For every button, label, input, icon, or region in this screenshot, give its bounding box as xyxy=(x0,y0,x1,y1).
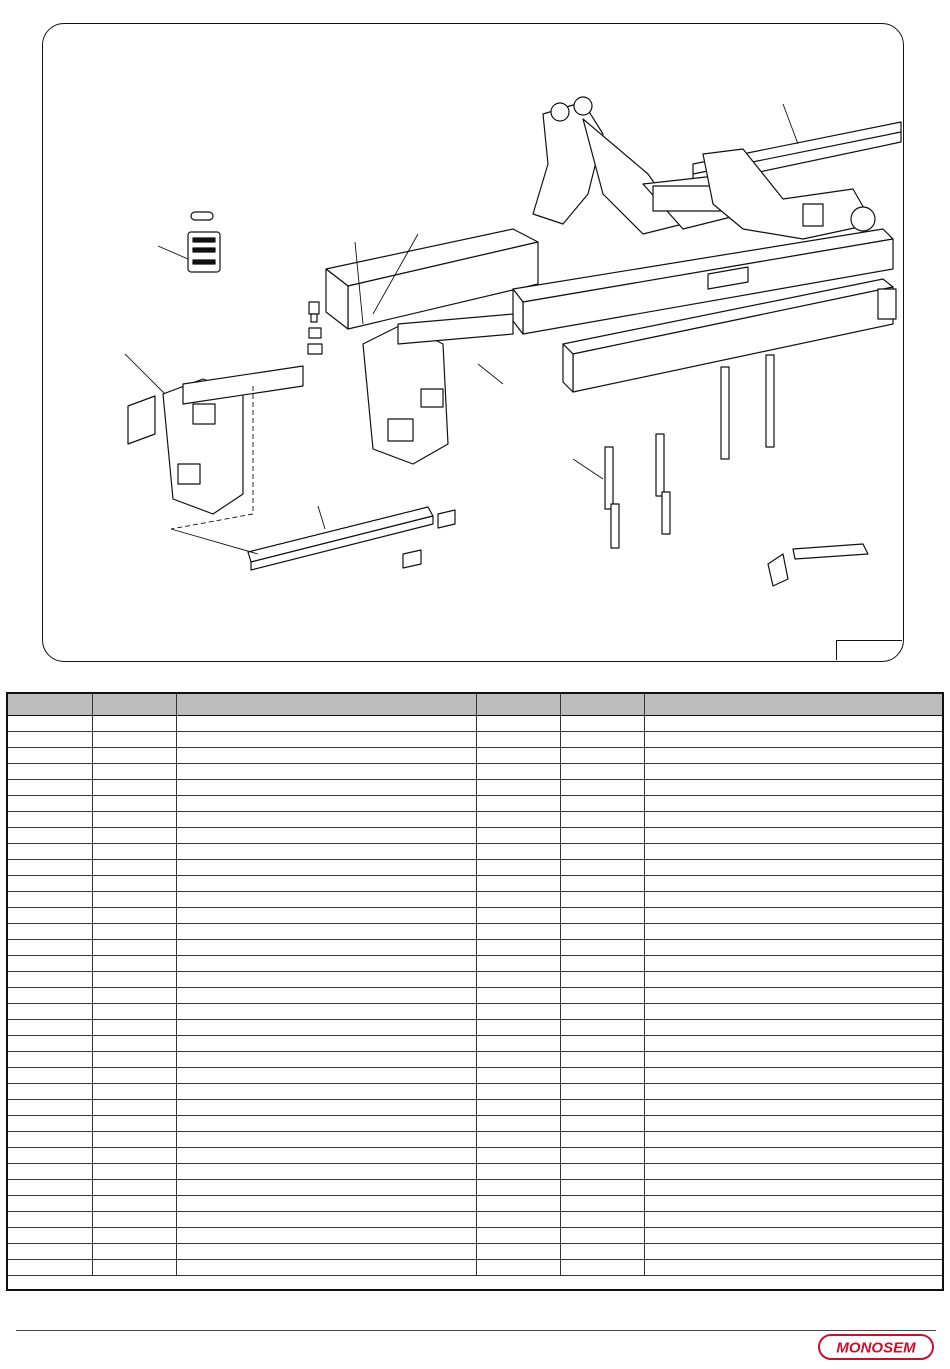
table-cell xyxy=(476,1228,560,1244)
table-cell xyxy=(476,1260,560,1276)
table-cell xyxy=(560,1004,644,1020)
table-cell xyxy=(92,860,176,876)
table-cell xyxy=(92,956,176,972)
svg-text:MONOSEM: MONOSEM xyxy=(836,1339,916,1357)
table-cell xyxy=(92,924,176,940)
table-cell xyxy=(92,1084,176,1100)
table-cell xyxy=(476,780,560,796)
column-header xyxy=(644,694,942,716)
table-cell xyxy=(560,1244,644,1260)
table-row xyxy=(8,844,942,860)
table-cell xyxy=(476,796,560,812)
table-cell xyxy=(176,1244,476,1260)
table-cell xyxy=(92,1004,176,1020)
table-cell xyxy=(476,924,560,940)
vertical-legs xyxy=(605,355,774,548)
table-cell xyxy=(644,1004,942,1020)
table-cell xyxy=(476,748,560,764)
table-cell xyxy=(560,812,644,828)
table-cell xyxy=(476,1148,560,1164)
table-cell xyxy=(8,1244,92,1260)
table-cell xyxy=(8,876,92,892)
table-cell xyxy=(176,908,476,924)
table-cell xyxy=(644,972,942,988)
table-cell xyxy=(560,940,644,956)
table-cell xyxy=(176,1132,476,1148)
table-cell xyxy=(176,988,476,1004)
table-row xyxy=(8,1116,942,1132)
table-cell xyxy=(644,732,942,748)
table-row xyxy=(8,732,942,748)
table-cell xyxy=(560,764,644,780)
table-cell xyxy=(560,1100,644,1116)
table-cell xyxy=(560,860,644,876)
table-cell xyxy=(560,748,644,764)
table-cell xyxy=(476,1180,560,1196)
table-row xyxy=(8,1196,942,1212)
table-cell xyxy=(176,812,476,828)
table-cell xyxy=(176,1020,476,1036)
table-cell xyxy=(560,828,644,844)
table-cell xyxy=(176,828,476,844)
table-cell xyxy=(92,1052,176,1068)
table-cell xyxy=(8,988,92,1004)
column-header xyxy=(8,694,92,716)
table-cell xyxy=(92,1196,176,1212)
footer-divider xyxy=(16,1330,936,1331)
table-cell xyxy=(176,956,476,972)
table-cell xyxy=(8,748,92,764)
table-cell xyxy=(644,764,942,780)
table-cell xyxy=(644,716,942,732)
table-cell xyxy=(644,1132,942,1148)
table-cell xyxy=(8,956,92,972)
parts-list-table xyxy=(6,692,944,1291)
table-row xyxy=(8,1132,942,1148)
table-row xyxy=(8,1228,942,1244)
table-row xyxy=(8,748,942,764)
table-cell xyxy=(8,1100,92,1116)
table-row xyxy=(8,1068,942,1084)
table-cell xyxy=(476,764,560,780)
table-cell xyxy=(92,812,176,828)
table-cell xyxy=(644,1116,942,1132)
table-cell xyxy=(644,1084,942,1100)
table-cell xyxy=(92,764,176,780)
table-cell xyxy=(560,1068,644,1084)
table-cell xyxy=(176,1116,476,1132)
table-cell xyxy=(176,876,476,892)
table-cell xyxy=(476,1244,560,1260)
table-cell xyxy=(176,796,476,812)
table-cell xyxy=(92,716,176,732)
table-cell xyxy=(8,1260,92,1276)
table-cell xyxy=(476,940,560,956)
table-cell xyxy=(560,844,644,860)
support-bracket xyxy=(768,544,868,586)
table-cell xyxy=(92,1116,176,1132)
table-cell xyxy=(644,1228,942,1244)
table-cell xyxy=(8,1084,92,1100)
table-cell xyxy=(92,1244,176,1260)
table-row xyxy=(8,1180,942,1196)
table-row xyxy=(8,796,942,812)
table-cell xyxy=(644,1164,942,1180)
table-cell xyxy=(476,812,560,828)
monosem-logo xyxy=(818,1334,934,1360)
table-row xyxy=(8,956,942,972)
table-cell xyxy=(8,1132,92,1148)
table-row xyxy=(8,1036,942,1052)
table-cell xyxy=(176,1148,476,1164)
table-row xyxy=(8,1260,942,1276)
table-cell xyxy=(8,1020,92,1036)
table-cell xyxy=(92,1148,176,1164)
table-cell xyxy=(644,1196,942,1212)
column-header xyxy=(176,694,476,716)
table-cell xyxy=(560,1020,644,1036)
table-cell xyxy=(176,1260,476,1276)
table-cell xyxy=(644,748,942,764)
table-cell xyxy=(176,1180,476,1196)
table-cell xyxy=(560,732,644,748)
table-cell xyxy=(92,1228,176,1244)
table-cell xyxy=(176,1100,476,1116)
table-row xyxy=(8,716,942,732)
table-cell xyxy=(176,732,476,748)
table-cell xyxy=(8,972,92,988)
table-cell xyxy=(92,892,176,908)
table-row xyxy=(8,924,942,940)
table-cell xyxy=(644,892,942,908)
table-cell xyxy=(8,1148,92,1164)
table-cell xyxy=(560,988,644,1004)
table-cell xyxy=(8,1116,92,1132)
table-cell xyxy=(476,716,560,732)
table-header-row xyxy=(8,694,942,716)
table-cell xyxy=(476,972,560,988)
table-cell xyxy=(176,1228,476,1244)
table-cell xyxy=(644,1052,942,1068)
table-cell xyxy=(476,1036,560,1052)
table-cell xyxy=(644,1260,942,1276)
table-cell xyxy=(476,828,560,844)
table-cell xyxy=(92,1036,176,1052)
table-cell xyxy=(560,1228,644,1244)
table-row xyxy=(8,1148,942,1164)
table-cell xyxy=(560,892,644,908)
table-cell xyxy=(8,1228,92,1244)
table-cell xyxy=(176,860,476,876)
table-cell xyxy=(8,908,92,924)
table-cell xyxy=(560,1036,644,1052)
table-cell xyxy=(476,1068,560,1084)
table-cell xyxy=(644,844,942,860)
table-cell xyxy=(176,940,476,956)
table-cell xyxy=(476,844,560,860)
table-cell xyxy=(644,780,942,796)
table-cell xyxy=(92,1260,176,1276)
table-cell xyxy=(176,972,476,988)
table-cell xyxy=(644,860,942,876)
table-cell xyxy=(176,1164,476,1180)
table-cell xyxy=(92,1132,176,1148)
table-cell xyxy=(8,1068,92,1084)
table-row xyxy=(8,892,942,908)
table-row xyxy=(8,1052,942,1068)
table-cell xyxy=(8,716,92,732)
table-cell xyxy=(92,748,176,764)
table-cell xyxy=(176,1068,476,1084)
table-cell xyxy=(8,764,92,780)
table-cell xyxy=(644,1244,942,1260)
table-cell xyxy=(560,908,644,924)
table-cell xyxy=(644,956,942,972)
table-cell xyxy=(8,828,92,844)
exploded-view-diagram xyxy=(42,23,904,662)
table-cell xyxy=(8,1212,92,1228)
table-cell xyxy=(176,716,476,732)
table-cell xyxy=(92,844,176,860)
table-cell xyxy=(476,1212,560,1228)
table-cell xyxy=(560,1148,644,1164)
table-cell xyxy=(560,1132,644,1148)
table-cell xyxy=(644,908,942,924)
table-cell xyxy=(644,1148,942,1164)
table-cell xyxy=(644,796,942,812)
table-cell xyxy=(560,780,644,796)
table-cell xyxy=(176,1036,476,1052)
table-cell xyxy=(560,1260,644,1276)
table-cell xyxy=(476,1004,560,1020)
table-cell xyxy=(176,764,476,780)
table-cell xyxy=(8,844,92,860)
table-cell xyxy=(92,1020,176,1036)
reference-label-box xyxy=(836,640,902,660)
table-cell xyxy=(644,1020,942,1036)
table-cell xyxy=(644,812,942,828)
table-cell xyxy=(176,748,476,764)
table-cell xyxy=(476,1116,560,1132)
table-cell xyxy=(8,1196,92,1212)
table-cell xyxy=(176,1196,476,1212)
table-cell xyxy=(476,732,560,748)
table-cell xyxy=(176,892,476,908)
table-cell xyxy=(8,940,92,956)
table-cell xyxy=(476,876,560,892)
table-cell xyxy=(176,924,476,940)
table-cell xyxy=(476,1132,560,1148)
table-cell xyxy=(644,940,942,956)
table-cell xyxy=(8,1164,92,1180)
table-cell xyxy=(8,860,92,876)
table-cell xyxy=(476,1020,560,1036)
table-cell xyxy=(176,1084,476,1100)
table-cell xyxy=(476,908,560,924)
table-cell xyxy=(92,1212,176,1228)
table-row xyxy=(8,1020,942,1036)
table-cell xyxy=(476,1164,560,1180)
table-cell xyxy=(476,1100,560,1116)
table-row xyxy=(8,860,942,876)
table-row xyxy=(8,1164,942,1180)
table-cell xyxy=(92,1164,176,1180)
table-body xyxy=(8,716,942,1276)
table-cell xyxy=(560,876,644,892)
table-cell xyxy=(476,892,560,908)
table-cell xyxy=(92,796,176,812)
table-cell xyxy=(644,1100,942,1116)
table-cell xyxy=(560,796,644,812)
table-cell xyxy=(644,1212,942,1228)
bolt-stack xyxy=(308,302,322,354)
table-cell xyxy=(176,844,476,860)
table-row xyxy=(8,1084,942,1100)
table-cell xyxy=(560,716,644,732)
table-cell xyxy=(8,924,92,940)
table-row xyxy=(8,972,942,988)
table-cell xyxy=(560,1196,644,1212)
table-cell xyxy=(8,780,92,796)
table-cell xyxy=(176,1004,476,1020)
table-cell xyxy=(92,972,176,988)
table-cell xyxy=(92,1180,176,1196)
table-cell xyxy=(176,1052,476,1068)
column-header xyxy=(476,694,560,716)
table-row xyxy=(8,780,942,796)
table-cell xyxy=(476,988,560,1004)
table-cell xyxy=(560,1084,644,1100)
table-row xyxy=(8,1100,942,1116)
decal-plate xyxy=(188,212,220,272)
left-clamp-bracket xyxy=(163,366,303,514)
table-cell xyxy=(560,1116,644,1132)
table-row xyxy=(8,940,942,956)
table-cell xyxy=(8,796,92,812)
column-header xyxy=(560,694,644,716)
table-cell xyxy=(92,908,176,924)
table-cell xyxy=(644,924,942,940)
table-cell xyxy=(476,956,560,972)
table-cell xyxy=(560,1164,644,1180)
table-cell xyxy=(8,812,92,828)
table-row xyxy=(8,812,942,828)
table-cell xyxy=(560,972,644,988)
table-cell xyxy=(644,988,942,1004)
table-cell xyxy=(560,1052,644,1068)
table-cell xyxy=(644,1036,942,1052)
table-row xyxy=(8,828,942,844)
table-row xyxy=(8,1212,942,1228)
table-cell xyxy=(92,1100,176,1116)
table-row xyxy=(8,908,942,924)
table-cell xyxy=(176,1212,476,1228)
table-cell xyxy=(176,780,476,796)
table-cell xyxy=(476,1052,560,1068)
table-cell xyxy=(8,1052,92,1068)
table-cell xyxy=(8,1036,92,1052)
table-cell xyxy=(92,828,176,844)
table-cell xyxy=(560,1180,644,1196)
table-cell xyxy=(560,956,644,972)
table-cell xyxy=(92,732,176,748)
table-row xyxy=(8,1004,942,1020)
table-cell xyxy=(476,1084,560,1100)
table-cell xyxy=(644,828,942,844)
table-cell xyxy=(92,940,176,956)
table-cell xyxy=(8,1180,92,1196)
table-cell xyxy=(8,892,92,908)
table-cell xyxy=(476,860,560,876)
table-cell xyxy=(92,876,176,892)
table-cell xyxy=(560,924,644,940)
table-cell xyxy=(476,1196,560,1212)
table-row xyxy=(8,988,942,1004)
table-cell xyxy=(92,780,176,796)
table-cell xyxy=(644,876,942,892)
table-row xyxy=(8,876,942,892)
table-cell xyxy=(8,732,92,748)
table-row xyxy=(8,764,942,780)
middle-clamp-bracket xyxy=(363,314,513,464)
column-header xyxy=(92,694,176,716)
table-row xyxy=(8,1244,942,1260)
table-cell xyxy=(644,1068,942,1084)
cover-plate xyxy=(128,396,155,444)
table-cell xyxy=(560,1212,644,1228)
table-cell xyxy=(644,1180,942,1196)
table-cell xyxy=(8,1004,92,1020)
table-cell xyxy=(92,988,176,1004)
table-cell xyxy=(92,1068,176,1084)
